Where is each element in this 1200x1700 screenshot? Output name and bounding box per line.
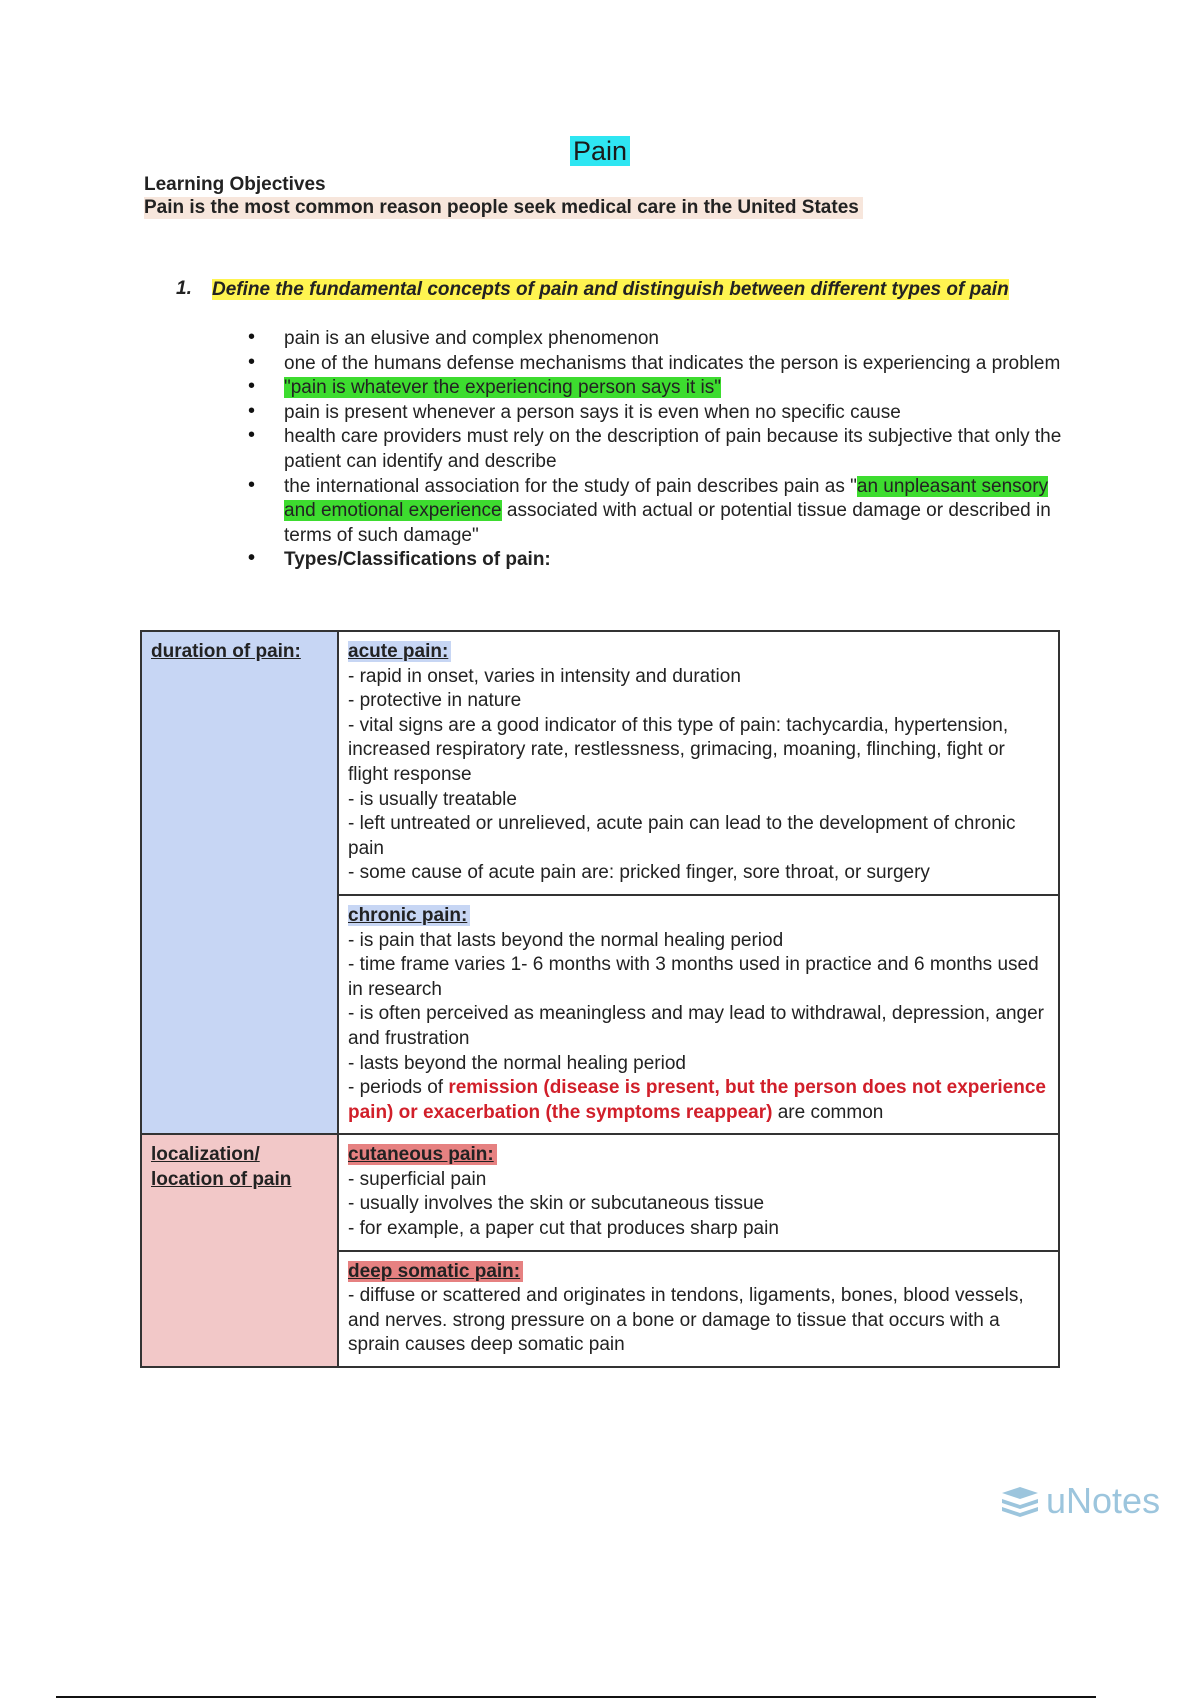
bullet-item [248,327,1068,352]
bullet-item [248,475,1068,549]
deep-somatic-pain-heading: deep somatic pain: [348,1261,523,1282]
detail-line: - for example, a paper cut that produces sharp pain [348,1218,779,1240]
bullet-item [248,548,1068,573]
detail-line: - usually involves the skin or subcutaneous tissue [348,1193,765,1215]
page-title: Pain [570,136,630,166]
detail-line: - vital signs are a good indicator of this type of pain: tachycardia, hypertension, increased respiratory rate, restlessness, grimacing, moaning, flinching, fight or flight response [348,714,1009,785]
detail-line: - superficial pain [348,1168,487,1190]
remission-exacerbation-text: remission (disease is present, but the person does not experience pain) or exacerbation (the symptoms reappear) [348,1077,1046,1123]
bullet-item [248,376,1068,401]
deep-somatic-pain-cell [338,1251,1059,1367]
bullet-text-pre: the international association for the study of pain describes pain as " [284,475,857,497]
bullet-text: pain is present whenever a person says it is even when no specific cause [284,401,901,423]
acute-pain-cell [338,631,1059,895]
bullet-text-post: associated with actual or potential tissue damage or described in terms of such damage" [284,500,1051,546]
highlighted-definition: an unpleasant sensory and emotional experience [284,475,1049,522]
detail-line: - is pain that lasts beyond the normal healing period [348,929,784,951]
concept-bullet-list [248,327,1068,573]
learning-objectives-label: Learning Objectives [144,174,326,195]
intro-statement: Pain is the most common reason people seek medical care in the United States [144,197,863,219]
detail-line: - lasts beyond the normal healing period [348,1052,686,1074]
detail-line: - protective in nature [348,690,522,712]
page-title-wrap [0,136,1200,167]
chronic-pain-heading: chronic pain: [348,905,470,926]
duration-category-cell [141,631,338,1134]
detail-line: - left untreated or unrelieved, acute pain can lead to the development of chronic pain [348,813,1016,859]
bullet-item [248,352,1068,377]
acute-pain-heading: acute pain: [348,641,451,662]
bullet-item [248,425,1068,474]
table-row [141,631,1059,895]
unotes-watermark [1000,1480,1160,1522]
localization-label: localization/ location of pain [151,1144,292,1190]
detail-line: - is usually treatable [348,788,517,810]
detail-text-post: are common [772,1101,884,1123]
bottom-divider [56,1696,1096,1698]
localization-category-cell [141,1134,338,1367]
detail-line: - is often perceived as meaningless and may lead to withdrawal, depression, anger and frustration [348,1003,1044,1049]
bullet-text: health care providers must rely on the description of pain because its subjective that only the patient can identify and describe [284,426,1062,472]
bullet-text-types: Types/Classifications of pain: [284,549,551,571]
objective-text: Define the fundamental concepts of pain and distinguish between different types of pain [212,279,1009,300]
stacked-books-icon [1000,1485,1040,1517]
duration-label: duration of pain: [151,641,301,662]
detail-line: - time frame varies 1- 6 months with 3 months used in practice and 6 months used in research [348,954,1039,1000]
detail-line-remission [348,1076,1050,1125]
cutaneous-pain-cell [338,1134,1059,1250]
table-row [141,1134,1059,1250]
bullet-text: one of the humans defense mechanisms that indicates the person is experiencing a problem [284,352,1061,374]
pain-classification-table [140,630,1060,1368]
bullet-text: pain is an elusive and complex phenomenon [284,328,659,349]
detail-line: - diffuse or scattered and originates in tendons, ligaments, bones, blood vessels, and nerves. strong pressure on a bone or damage to tissue that occurs with a sprain causes deep somatic pain [348,1285,1024,1356]
objective-text-block [212,278,1072,302]
highlighted-quote: "pain is whatever the experiencing person says it is" [284,377,721,399]
detail-line: - rapid in onset, varies in intensity and duration [348,665,741,687]
bullet-item [248,401,1068,426]
cutaneous-pain-heading: cutaneous pain: [348,1144,497,1165]
objective-number: 1. [176,278,192,299]
watermark-text: uNotes [1046,1480,1161,1521]
detail-text-pre: - periods of [348,1077,449,1099]
detail-line: - some cause of acute pain are: pricked finger, sore throat, or surgery [348,862,930,884]
chronic-pain-cell [338,895,1059,1134]
